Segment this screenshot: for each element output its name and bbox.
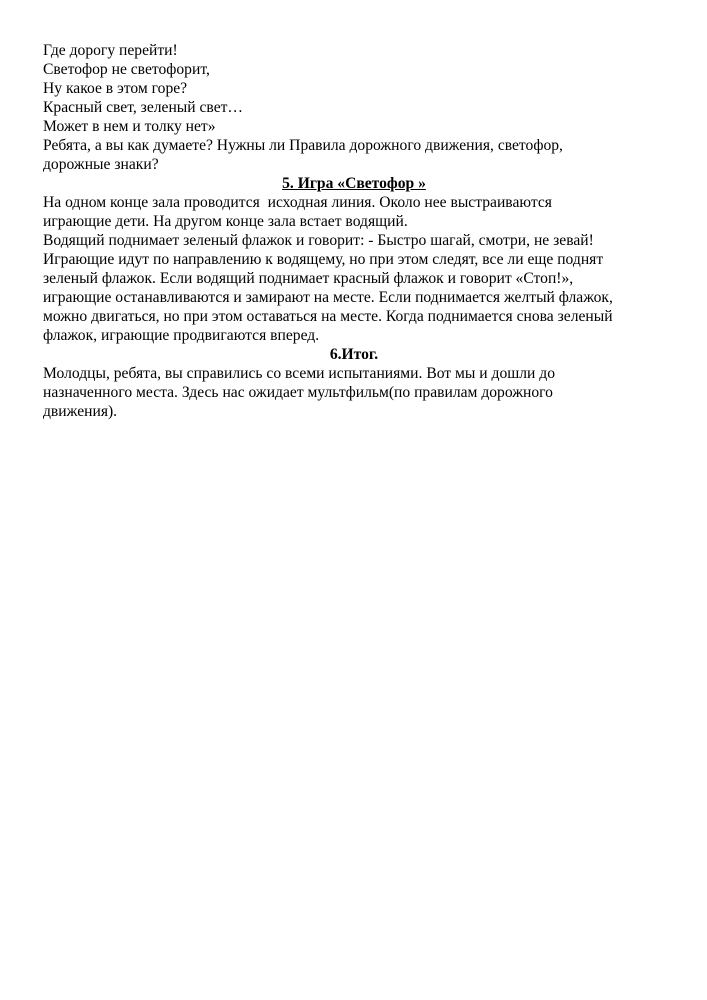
intro-line: Где дорогу перейти! <box>43 42 178 59</box>
section5-line: флажок, играющие продвигаются вперед. <box>43 327 320 344</box>
section5-line: Водящий поднимает зеленый флажок и говорит: - Быстро шагай, смотри, не зевай! <box>43 232 594 249</box>
section5-line: На одном конце зала проводится исходная линия. Около нее выстраиваются <box>43 194 552 211</box>
section5-line: Играющие идут по направлению к водящему, но при этом следят, все ли еще поднят <box>43 251 604 268</box>
intro-line: Ну какое в этом горе? <box>43 80 188 97</box>
section5-line: можно двигаться, но при этом оставаться на месте. Когда поднимается снова зеленый <box>43 308 613 325</box>
document-text <box>43 41 665 421</box>
section5-line: играющие дети. На другом конце зала встает водящий. <box>43 213 408 230</box>
intro-line: Ребята, а вы как думаете? Нужны ли Правила дорожного движения, светофор, <box>43 137 563 154</box>
section5-line: играющие останавливаются и замирают на месте. Если поднимается желтый флажок, <box>43 289 613 306</box>
section5-line: зеленый флажок. Если водящий поднимает красный флажок и говорит «Стоп!», <box>43 270 574 287</box>
intro-line: Светофор не светофорит, <box>43 61 210 78</box>
section6-line: Молодцы, ребята, вы справились со всеми испытаниями. Вот мы и дошли до <box>43 365 556 382</box>
intro-line: дорожные знаки? <box>43 156 159 173</box>
section6-heading: 6.Итог. <box>329 346 379 363</box>
section6-line: назначенного места. Здесь нас ожидает мультфильм(по правилам дорожного <box>43 384 553 401</box>
section6-line: движения). <box>43 403 118 420</box>
intro-line: Может в нем и толку нет» <box>43 118 216 135</box>
intro-line: Красный свет, зеленый свет… <box>43 99 244 116</box>
section5-heading: 5. Игра «Светофор » <box>282 175 426 192</box>
